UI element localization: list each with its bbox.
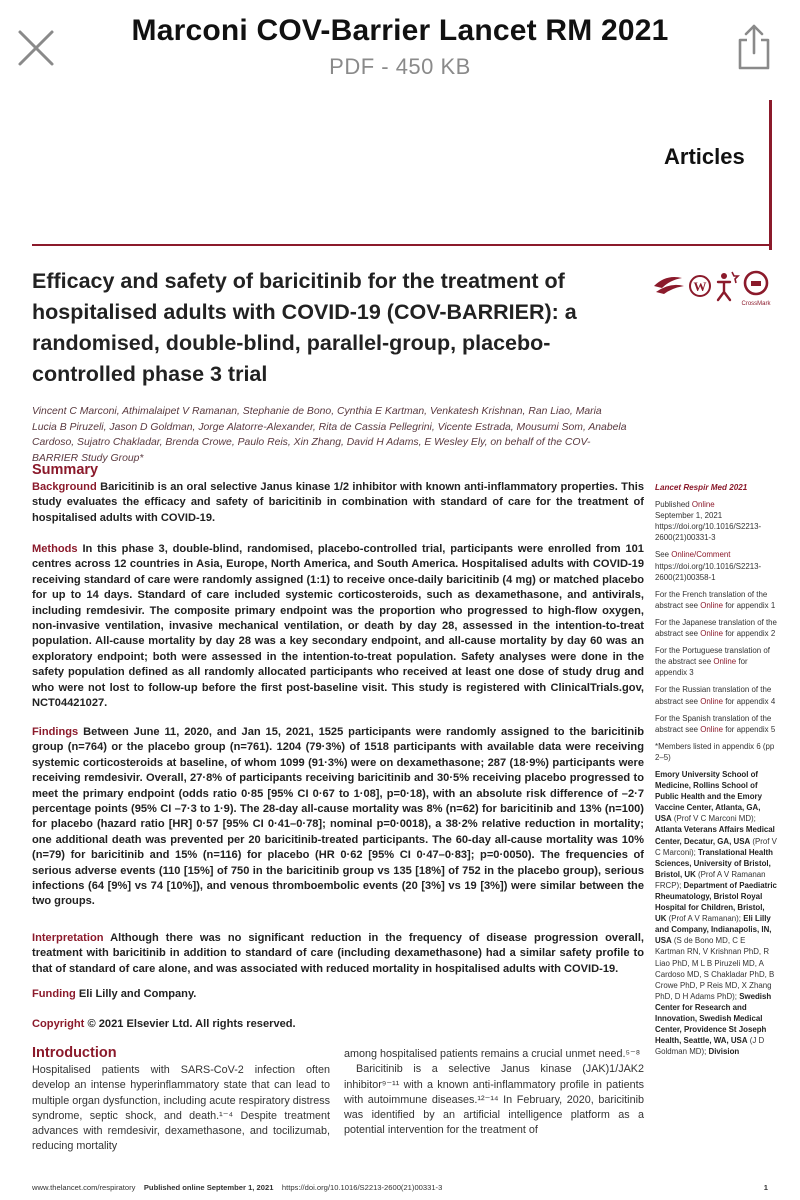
header-rule-vertical — [769, 100, 772, 250]
footer-doi[interactable]: https://doi.org/10.1016/S2213-2600(21)00331-3 — [281, 1183, 443, 1192]
footer-url[interactable]: www.thelancet.com/respiratory — [32, 1183, 136, 1192]
translation-appendix: for appendix 1 — [725, 600, 776, 610]
viewer-header — [0, 0, 800, 100]
translation-note — [655, 684, 777, 706]
intro-column-2 — [344, 1047, 644, 1139]
findings-text: Between June 11, 2020, and Jan 15, 2021, 1525 participants were randomly assigned to the baricitinib group (n=764) or the placebo group (n=761). 1204 (79·3%) of 1518 participants with available data were receiving systemic corticosteroids at baseline, of whom 1099 (91·3%) were on dexamethasone; 287 (18·9%) participants were receiving remdesivir. Overall, 27·8% of participants receiving baricitinib and 30·5% receiving placebo progressed to meet the primary endpoint (odds ratio 0·85 [95% CI 0·67 to 1·08], p=0·18), with an absolute risk difference of –2·7 percentage points (95% CI –7·3 to 1·9). The 28-day all-cause mortality was 8% (n=62) for baricitinib and 13% (n=100) for placebo (hazard ratio [HR] 0·57 [95% CI 0·41–0·78]; nominal p=0·0018), a 38·2% relative reduction in mortality; one additional death was prevented per 20 baricitinib-treated participants. The 60-day all-cause mortality was 10% (n=79) for baricitinib and 15% (n=116) for placebo (HR 0·62 [95% CI 0·47–0·83]; p=0·0050). The frequencies of serious adverse events (110 [15%] of 750 in the baricitinib group vs 135 [18%] of 752 in the placebo group), serious infections (64 [9%] vs 74 [10%]), and venous thromboembolic events (20 [3%] vs 19 [3%]) were similar between the two groups. — [32, 726, 644, 908]
affiliation-authors: (Prof A V Ramanan); — [668, 914, 741, 924]
translation-online-link[interactable]: Online — [700, 696, 723, 706]
translation-text: For the Spanish translation of the abstract see — [655, 713, 772, 734]
translation-appendix: for appendix 3 — [655, 657, 748, 678]
copyright-label: Copyright — [32, 1018, 85, 1030]
abstract-background — [32, 480, 644, 526]
translation-note — [655, 589, 777, 611]
share-icon — [734, 22, 774, 72]
journal-badges — [652, 268, 776, 308]
article-title: Efficacy and safety of baricitinib for the treatment of hospitalised adults with COVID-19 (COV-BARRIER): a randomised, double-blind, parallel-group, placebo-controlled phase 3 trial — [32, 269, 577, 386]
summary-heading: Summary — [32, 462, 99, 478]
intro-column-2-para-1: among hospitalised patients remains a crucial unmet need.⁵⁻⁸ — [344, 1048, 641, 1060]
translation-text: For the Russian translation of the abstract see — [655, 685, 772, 706]
section-label: Articles — [664, 144, 745, 169]
affiliation-entry — [709, 1047, 740, 1056]
funding-label: Funding — [32, 988, 76, 1000]
abstract-copyright — [32, 1017, 644, 1032]
wellcome-icon — [690, 276, 710, 296]
findings-label: Findings — [32, 726, 79, 738]
open-access-icon — [718, 272, 738, 300]
translation-online-link[interactable]: Online — [700, 629, 723, 639]
translation-text: For the Portuguese translation of the abstract see — [655, 646, 770, 667]
published-doi[interactable]: https://doi.org/10.1016/S2213-2600(21)00331-3 — [655, 522, 762, 543]
page-number: 1 — [763, 1183, 768, 1192]
crossmark-label: CrossMark — [741, 301, 771, 307]
abstract-funding — [32, 987, 644, 1002]
abstract-methods — [32, 542, 644, 711]
document-title: Marconi COV-Barrier Lancet RM 2021 — [131, 14, 669, 47]
svg-text:W: W — [693, 279, 707, 294]
intro-column-1: Hospitalised patients with SARS-CoV-2 infection often develop an intense hyperinflammatory state that can lead to multiple organ dysfunction, including acute respiratory distress syndrome, septic shock, and death.¹⁻⁴ Despite treatment advances with remdesivir, dexamethasone, and tocilizumab, reducing mortality — [32, 1064, 330, 1153]
translation-appendix: for appendix 4 — [725, 696, 776, 706]
affiliation-list — [655, 769, 777, 1057]
comment-block — [655, 549, 777, 582]
affiliation-institution: Division — [708, 1047, 740, 1057]
background-text: Baricitinib is an oral selective Janus kinase 1/2 inhibitor with known anti-inflammatory properties. This study evaluates the efficacy and safety of baricitinib in combination with standard of care for the treatment of hospitalised adults with COVID-19. — [32, 481, 644, 524]
affiliation-institution: Atlanta Veterans Affairs Medical Center, Decatur, GA, USA — [655, 825, 775, 846]
copyright-text: © 2021 Elsevier Ltd. All rights reserved. — [87, 1018, 296, 1030]
funding-text: Eli Lilly and Company. — [78, 988, 197, 1000]
methods-text: In this phase 3, double-blind, randomised, placebo-controlled trial, participants were enrolled from 101 centres across 12 countries in Asia, Europe, North America, and South America. Hospitalised adults with COVID-19 receiving standard of care were randomly assigned (1:1) to receive once-daily baricitinib (4 mg) or matched placebo for up to 14 days. Standard of care included systemic corticosteroids, such as dexamethasone, and antivirals, including remdesivir. The composite primary endpoint was the proportion who progressed to high-flow oxygen, non-invasive ventilation, invasive mechanical ventilation, or death by day 28, assessed in the intention-to-treat population. All-cause mortality by day 28 was a key secondary endpoint, and all-cause mortality by day 60 was an exploratory endpoint; both were assessed in the intention-to-treat population. Safety analyses were done in the safety population defined as all randomly allocated participants who received at least one dose of study drug and who were not lost to follow-up before the first post-baseline visit. This study is registered with ClinicalTrials.gov, NCT04421027. — [32, 543, 644, 710]
header-rule-horizontal — [32, 244, 772, 246]
methods-label: Methods — [32, 543, 78, 555]
translation-online-link[interactable]: Online — [700, 724, 723, 734]
translation-list — [655, 589, 777, 735]
badges-graphic — [652, 268, 776, 308]
translation-appendix: for appendix 2 — [725, 629, 776, 639]
affiliation-authors: (S de Bono MD, C E Kartman RN, V Krishnan PhD, R Liao PhD, M L B Piruzeli MD, A Cardoso MD, S Chakladar PhD, B Crowe PhD, P Reis MD, X Zhang PhD, D H Adams PhD); — [655, 936, 775, 1001]
document-subtitle: PDF - 450 KB — [329, 54, 471, 79]
affiliation-authors: (J D Goldman MD); — [655, 1036, 765, 1057]
published-online-link[interactable]: Online — [691, 500, 715, 510]
author-list: Vincent C Marconi, Athimalaipet V Ramanan, Stephanie de Bono, Cynthia E Kartman, Venkatesh Krishnan, Ran Liao, Maria Lucia B Piruzeli, Jason D Goldman, Jorge Alatorre-Alexander, Rita de Cassia Pellegrini, Vicente Estrada, Mousumi Som, Anabela Cardoso, Sujatro Chakladar, Brenda Crowe, Paulo Reis, Xin Zhang, David H Adams, E Wesley Ely, on behalf of the COV-BARRIER Study Group* — [32, 406, 627, 464]
crossmark-icon — [741, 272, 771, 307]
translation-appendix: for appendix 5 — [725, 724, 776, 734]
affiliation-institution: Emory University School of Medicine, Rollins School of Public Health and the Emory Vaccine Center, Atlanta, GA, USA — [655, 769, 762, 824]
abstract-findings — [32, 725, 644, 910]
interpretation-text: Although there was no significant reduction in the frequency of disease progression overall, treatment with baricitinib in addition to standard of care (including dexamethasone) had a similar safety profile to that of standard of care alone, and was associated with reduced mortality in hospitalised adults with COVID-19. — [32, 932, 645, 975]
translation-note — [655, 645, 777, 678]
introduction-heading: Introduction — [32, 1045, 117, 1061]
translation-online-link[interactable]: Online — [713, 657, 737, 667]
affiliation-institution: Translational Health Sciences, University of Bristol, Bristol, UK — [655, 847, 773, 879]
see-label: See — [655, 550, 670, 560]
comment-doi[interactable]: https://doi.org/10.1016/S2213-2600(21)00358-1 — [655, 561, 762, 582]
article-sidebar — [655, 482, 777, 1057]
affiliation-institution: Eli Lilly and Company, Indianapolis, IN, USA — [655, 914, 772, 946]
abstract-interpretation — [32, 931, 644, 977]
affiliation-authors: (Prof V C Marconi); — [655, 836, 777, 857]
published-label: Published — [655, 500, 690, 510]
translation-note — [655, 713, 777, 735]
lancet-swoosh-icon — [654, 277, 684, 294]
affiliation-entry — [655, 770, 762, 823]
page-footer — [32, 1183, 772, 1192]
published-block — [655, 499, 777, 543]
share-button[interactable] — [734, 22, 774, 72]
published-date: September 1, 2021 — [655, 511, 723, 521]
translation-online-link[interactable]: Online — [700, 600, 723, 610]
intro-column-2-para-2: Baricitinib is a selective Janus kinase (JAK)1/JAK2 inhibitor⁹⁻¹¹ with a known anti-inflammatory profile in patients with autoimmune diseases.¹²⁻¹⁴ In February, 2020, baricitinib was identified by an artificial intelligence platform as a potential intervention for the treatment of — [344, 1063, 644, 1137]
footer-published: Published online September 1, 2021 — [143, 1183, 274, 1192]
translation-text: For the Japanese translation of the abstract see — [655, 617, 777, 639]
translation-text: For the French translation of the abstract see — [655, 589, 768, 610]
members-note: *Members listed in appendix 6 (pp 2–5) — [655, 741, 775, 762]
affiliation-entry — [655, 914, 774, 1001]
affiliation-authors: (Prof V C Marconi MD); — [673, 814, 756, 824]
affiliation-institution: Swedish Center for Research and Innovation, Swedish Medical Center, Providence St Joseph Health, Seattle, WA, USA — [655, 991, 772, 1046]
comment-link[interactable]: Online/Comment — [671, 550, 731, 560]
interpretation-label: Interpretation — [32, 932, 104, 944]
background-label: Background — [32, 481, 97, 493]
translation-note — [655, 617, 777, 639]
affiliation-authors: (Prof A V Ramanan FRCP); — [655, 869, 766, 890]
pdf-page[interactable] — [0, 100, 800, 1200]
affiliation-institution: Department of Paediatric Rheumatology, Bristol Royal Hospital for Children, Bristol, UK — [655, 880, 777, 924]
journal-citation: Lancet Respir Med 2021 — [655, 483, 748, 492]
